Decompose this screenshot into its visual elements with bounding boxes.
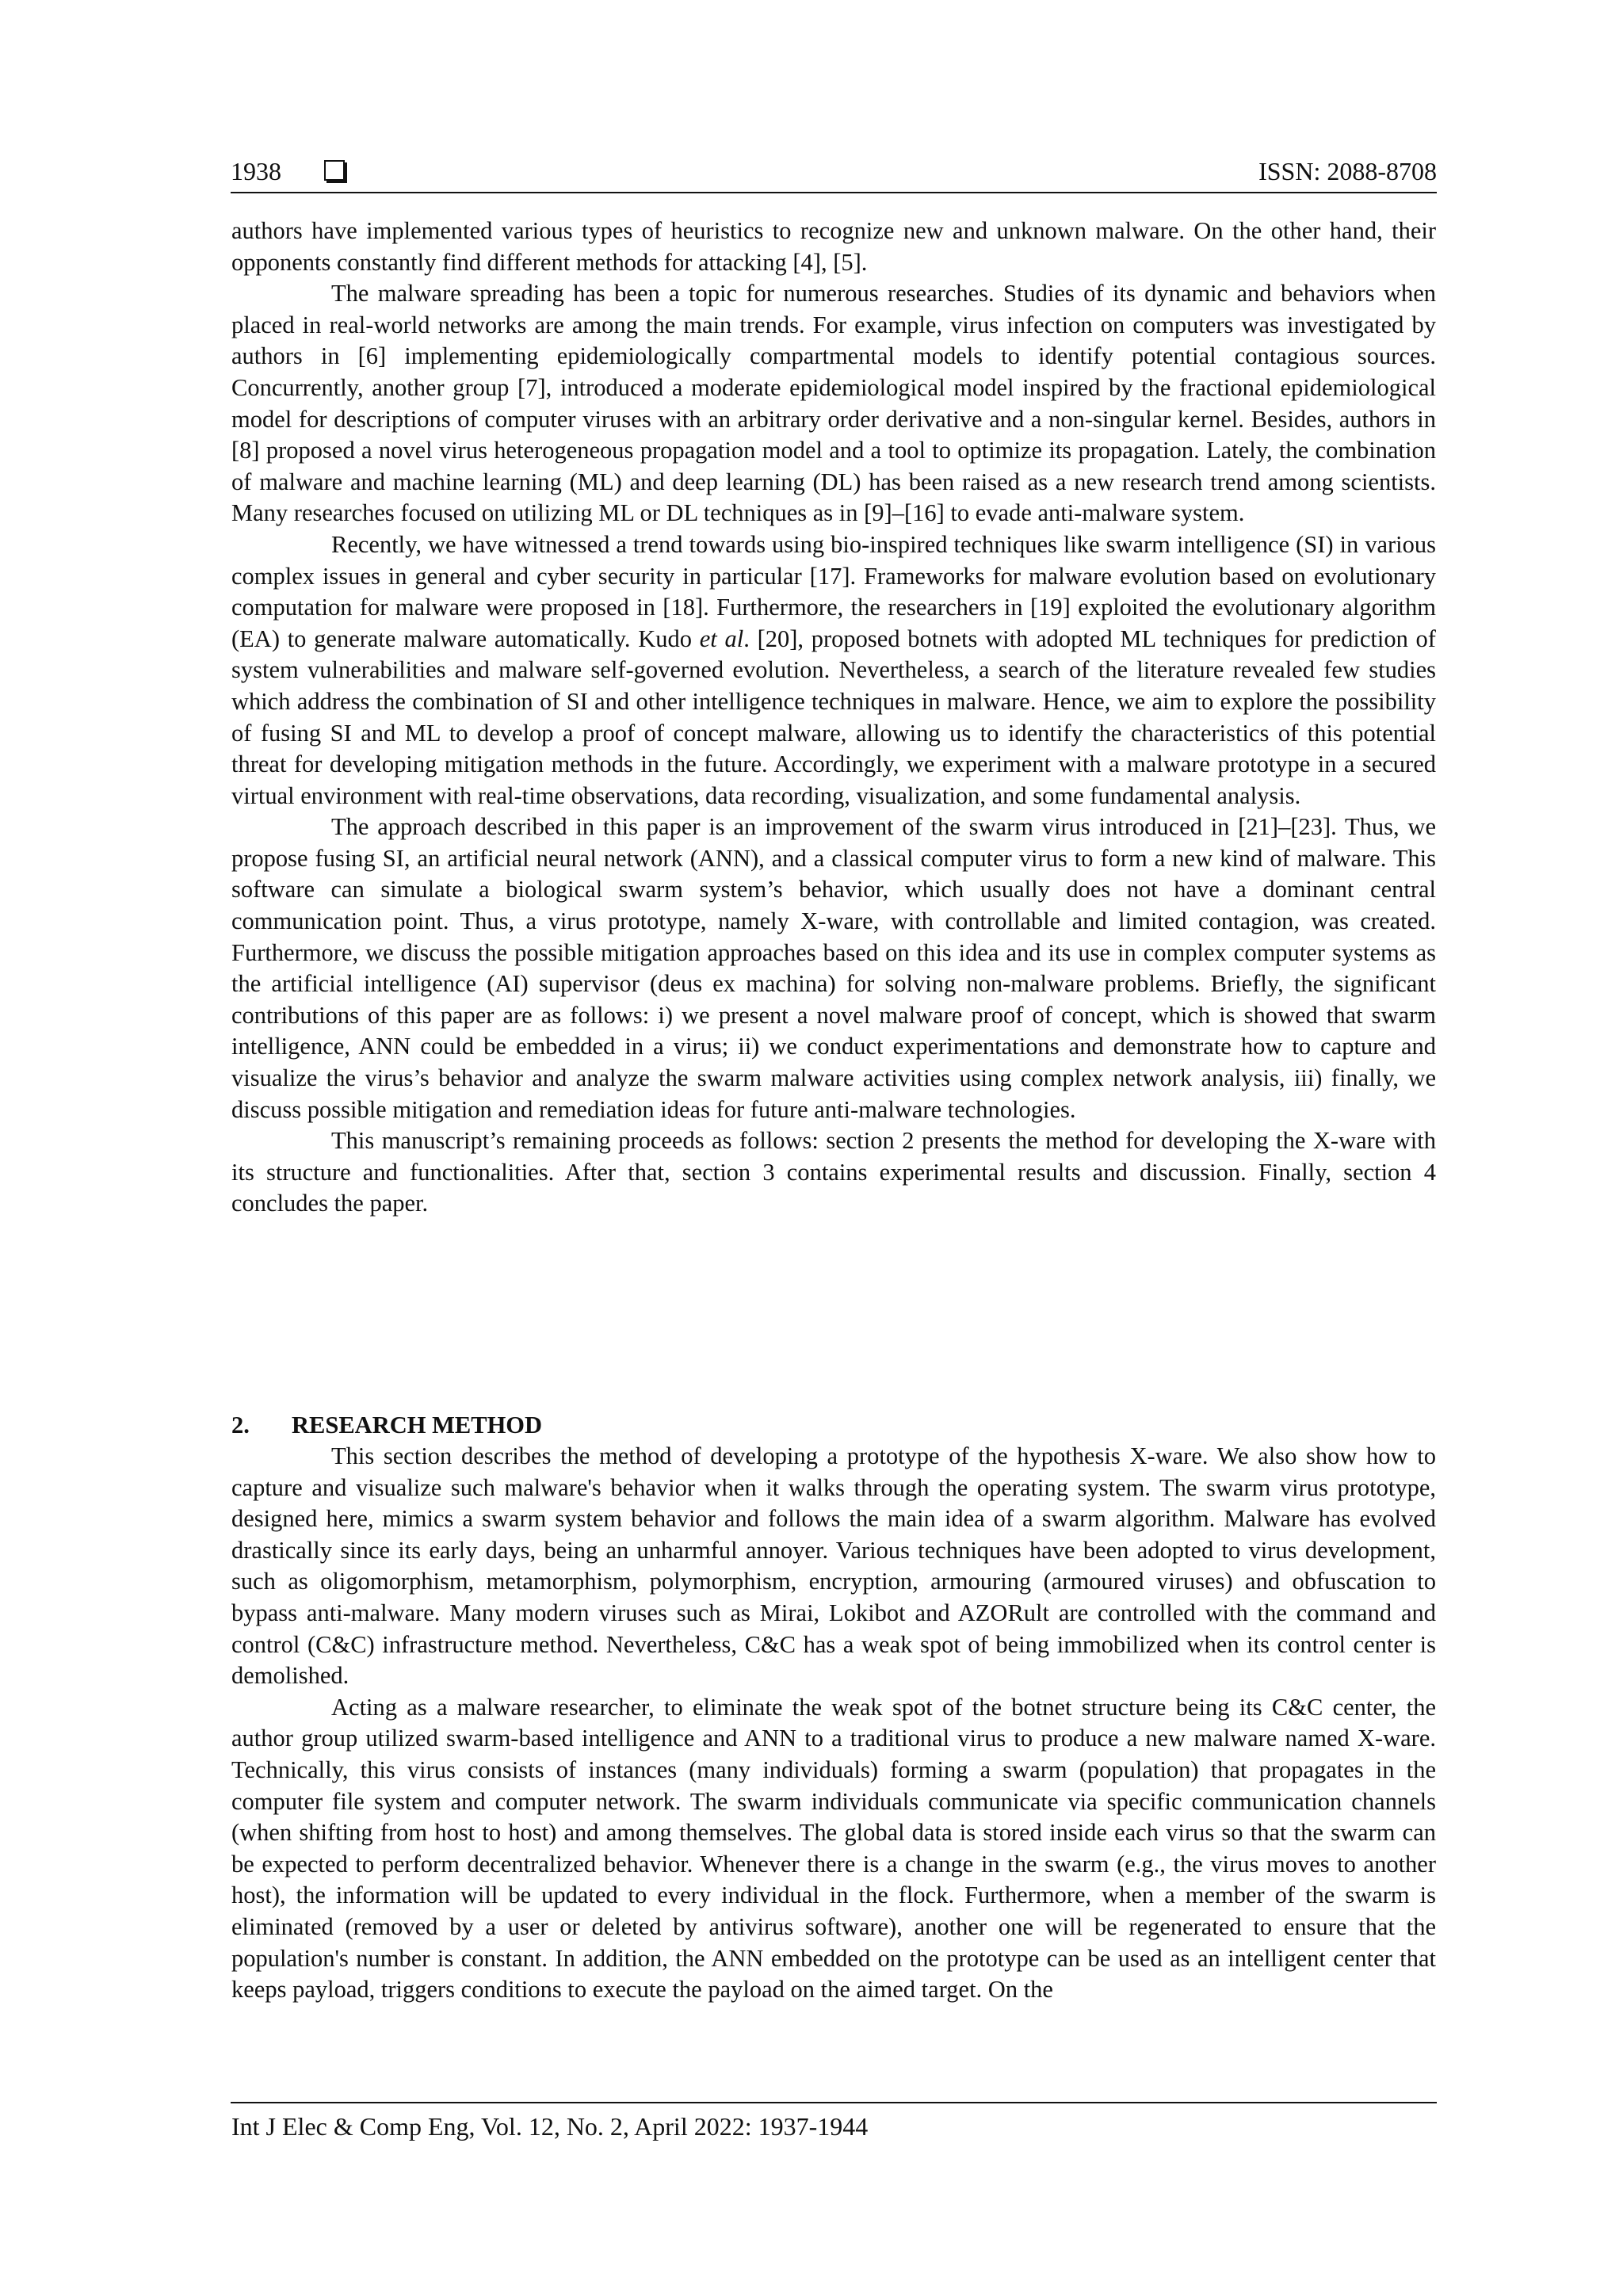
- section-number: 2.: [231, 1412, 250, 1438]
- paragraph: This manuscript’s remaining proceeds as follows: section 2 presents the method for developing the X-ware with its structure and functionalities. After that, section 3 contains experimental results and discussion. Finally, section 4 concludes the paper.: [231, 1127, 1436, 1217]
- checkbox-square-icon: [324, 160, 345, 181]
- paragraph: The malware spreading has been a topic for numerous researches. Studies of its dynamic and behaviors when placed in real-world networks are among the main trends. For example, virus infection on computers was investigated by authors in [6] implementing epidemiologically compartmental models to identify potential contagious sources. Concurrently, another group [7], introduced a moderate epidemiological model inspired by the fractional epidemiological model for descriptions of computer viruses with an arbitrary order derivative and a non-singular kernel. Besides, authors in [8] proposed a novel virus heterogeneous propagation model and a tool to optimize its propagation. Lately, the combination of malware and machine learning (ML) and deep learning (DL) has been raised as a new research trend among scientists. Many researches focused on utilizing ML or DL techniques as in [9]–[16] to evade anti-malware system.: [231, 280, 1436, 527]
- paragraph: The approach described in this paper is an improvement of the swarm virus introduced in [21]–[23]. Thus, we propose fusing SI, an artificial neural network (ANN), and a classical computer virus to form a new kind of malware. This software can simulate a biological swarm system’s behavior, which usually does not have a dominant central communication point. Thus, a virus prototype, namely X-ware, with controllable and limited contagion, was created. Furthermore, we discuss the possible mitigation approaches based on this idea and its use in complex computer systems as the artificial intelligence (AI) supervisor (deus ex machina) for solving non-malware problems. Briefly, the significant contributions of this paper are as follows: i) we present a novel malware proof of concept, which is showed that swarm intelligence, ANN could be embedded in a virus; ii) we conduct experimentations and demonstrate how to capture and visualize the virus’s behavior and analyze the swarm malware activities using complex network analysis, iii) finally, we discuss possible mitigation and remediation ideas for future anti-malware technologies.: [231, 813, 1436, 1123]
- paragraph: Acting as a malware researcher, to eliminate the weak spot of the botnet structure being its C&C center, the author group utilized swarm-based intelligence and ANN to a traditional virus to produce a new malware named X-ware. Technically, this virus consists of instances (many individuals) forming a swarm (population) that propagates in the computer file system and computer network. The swarm individuals communicate via specific communication channels (when shifting from host to host) and among themselves. The global data is stored inside each virus so that the swarm can be expected to perform decentralized behavior. Whenever there is a change in the swarm (e.g., the virus moves to another host), the information will be updated to every individual in the flock. Furthermore, when a member of the swarm is eliminated (removed by a user or deleted by antivirus software), another one will be regenerated to ensure that the population's number is constant. In addition, the ANN embedded on the prototype can be used as an intelligent center that keeps payload, triggers conditions to execute the payload on the aimed target. On the: [231, 1693, 1436, 2004]
- page-header: [231, 155, 1437, 195]
- header-divider: [231, 192, 1437, 193]
- italic-text: et al: [699, 625, 744, 652]
- section-heading: [231, 1409, 542, 1441]
- paragraph-segment: Recently, we have witnessed a trend towards using bio-inspired techniques like swarm intelligence (SI) in various complex issues in general and cyber security in particular [17]. Frameworks for malware evolution based on evolutionary computation for malware were proposed in [18]. Furthermore, the researchers in [19] exploited the evolutionary algorithm (EA) to generate malware automatically. Kudo: [231, 530, 1436, 652]
- section-title: RESEARCH METHOD: [292, 1412, 543, 1438]
- introduction-text: [231, 216, 1436, 1220]
- footer-divider: [231, 2102, 1437, 2103]
- research-method-text: [231, 1441, 1436, 2006]
- page-number: 1938: [231, 157, 281, 185]
- issn-label: ISSN: 2088-8708: [1258, 157, 1437, 185]
- footer-citation: Int J Elec & Comp Eng, Vol. 12, No. 2, April 2022: 1937-1944: [231, 2112, 869, 2141]
- paragraph: This section describes the method of developing a prototype of the hypothesis X-ware. We also show how to capture and visualize such malware's behavior when it walks through the operating system. The swarm virus prototype, designed here, mimics a swarm system behavior and follows the main idea of a swarm algorithm. Malware has evolved drastically since its early days, being an unharmful annoyer. Various techniques have been adopted to virus development, such as oligomorphism, metamorphism, polymorphism, encryption, armouring (armoured viruses) and obfuscation to bypass anti-malware. Many modern viruses such as Mirai, Lokibot and AZORult are controlled with the command and control (C&C) infrastructure method. Nevertheless, C&C has a weak spot of being immobilized when its control center is demolished.: [231, 1442, 1436, 1690]
- paragraph: [231, 529, 1436, 812]
- paragraph: authors have implemented various types of heuristics to recognize new and unknown malware. On the other hand, their opponents constantly find different methods for attacking [4], [5].: [231, 217, 1436, 276]
- paragraph-segment: . [20], proposed botnets with adopted ML techniques for prediction of system vulnerabilities and malware self-governed evolution. Nevertheless, a search of the literature revealed few studies which address the combination of SI and other intelligence techniques in malware. Hence, we aim to explore the possibility of fusing SI and ML to develop a proof of concept malware, allowing us to identify the characteristics of this potential threat for developing mitigation methods in the future. Accordingly, we experiment with a malware prototype in a secured virtual environment with real-time observations, data recording, visualization, and some fundamental analysis.: [231, 625, 1436, 809]
